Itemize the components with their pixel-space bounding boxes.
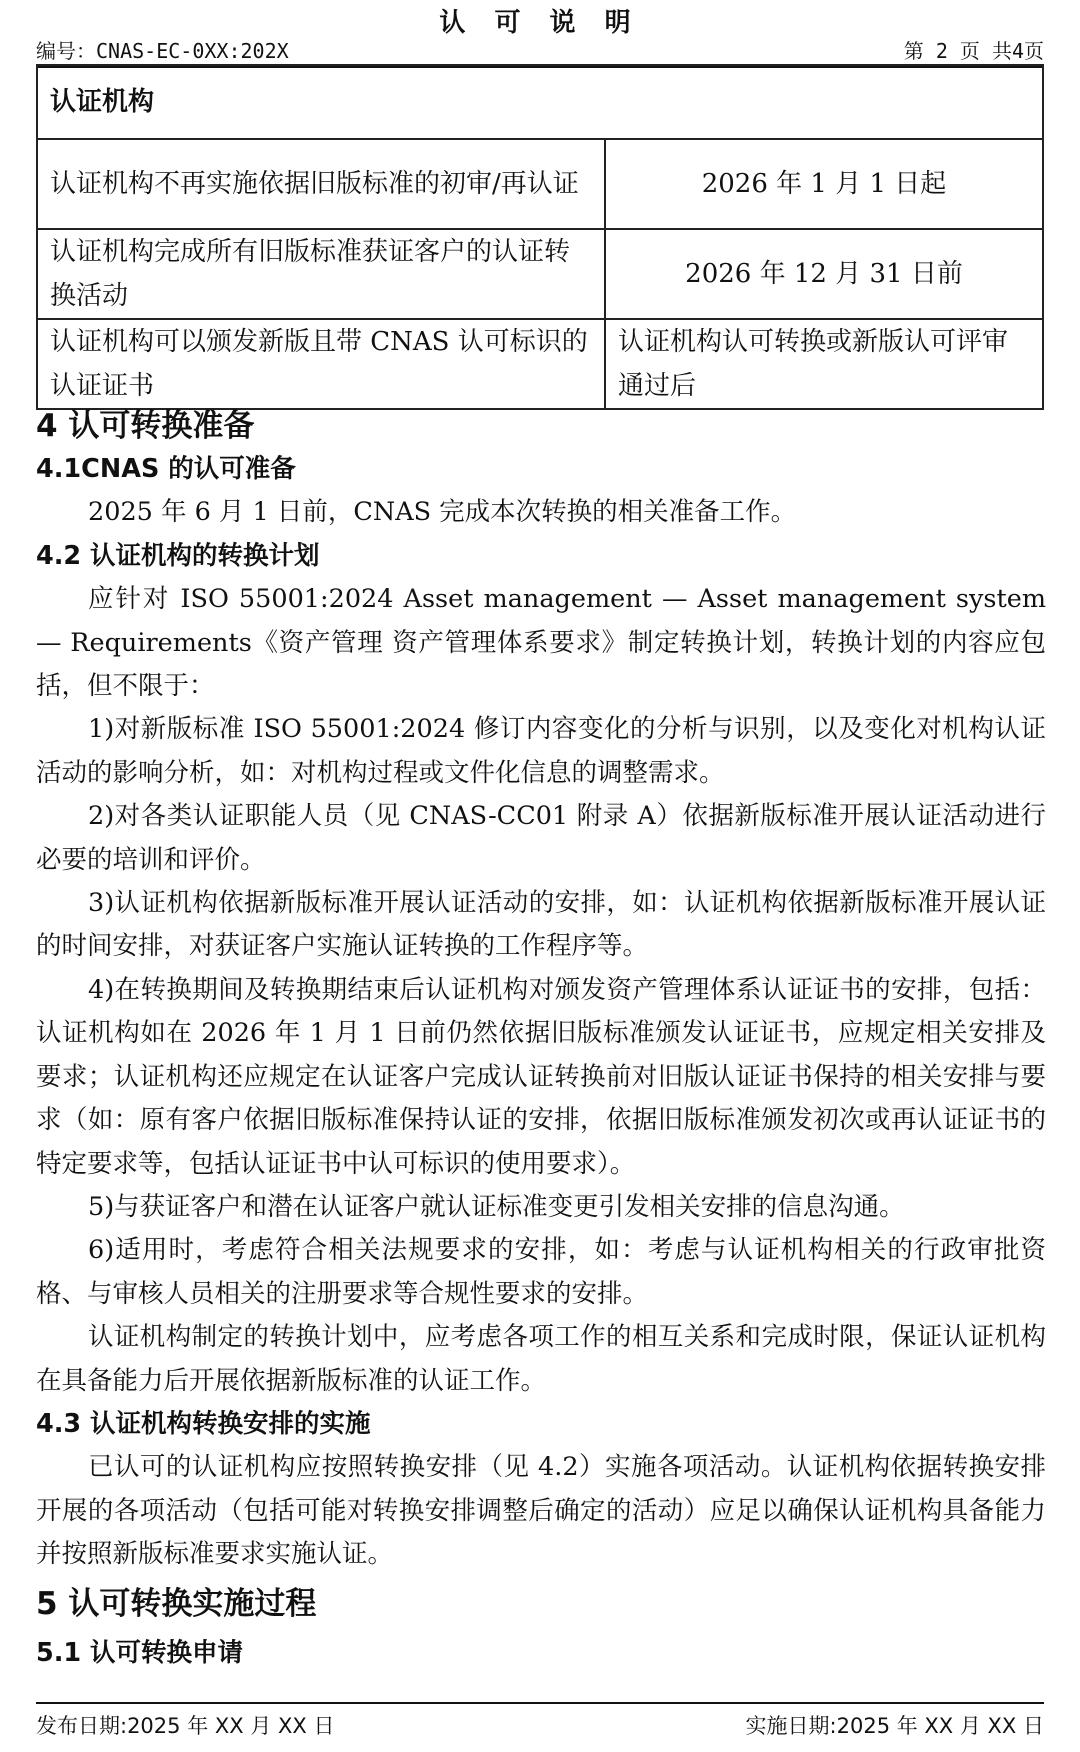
table-row [37, 139, 1043, 229]
list-item: 6)适用时，考虑符合相关法规要求的安排，如：考虑与认证机构相关的行政审批资格、与审核人员相关的注册要求等合规性要求的安排。 [36, 1235, 1046, 1309]
table-cell-time: 认证机构认可转换或新版认可评审通过后 [605, 319, 1043, 409]
table-cell-item: 认证机构可以颁发新版且带 CNAS 认可标识的认证证书 [37, 319, 605, 409]
document-footer [36, 1702, 1044, 1740]
effective-date: 实施日期:2025 年 XX 月 XX 日 [745, 1714, 1044, 1738]
section-5-heading: 5 认可转换实施过程 [36, 1585, 317, 1622]
list-item: 5)与获证客户和潜在认证客户就认证标准变更引发相关安排的信息沟通。 [88, 1191, 905, 1222]
section-4-3-heading: 4.3 认证机构转换安排的实施 [36, 1408, 371, 1439]
document-header-title: 认 可 说 明 [439, 8, 641, 38]
document-body [36, 404, 1046, 1677]
section-5-1-heading: 5.1 认可转换申请 [36, 1637, 244, 1668]
table-cell-item: 认证机构不再实施依据旧版标准的初审/再认证 [37, 139, 605, 229]
list-item: 4)在转换期间及转换期结束后认证机构对颁发资产管理体系认证证书的安排，包括：认证机构如在 2026 年 1 月 1 日前仍然依据旧版标准颁发认证证书，应规定相关安排及要求；认证机构还应规定在认证客户完成认证转换前对旧版认证证书保持的相关安排与要求（如：原有客户依据旧版标准保持认证的安排，依据旧版标准颁发初次或再认证证书的特定要求等，包括认证证书中认可标识的使用要求）。 [36, 974, 1046, 1179]
table-heading-row [37, 65, 1043, 139]
publish-date: 发布日期:2025 年 XX 月 XX 日 [36, 1714, 335, 1738]
page-number: 第 2 页 共4页 [903, 39, 1044, 63]
table-cell-time: 2026 年 1 月 1 日起 [605, 139, 1043, 229]
table-cell-item: 认证机构完成所有旧版标准获证客户的认证转换活动 [37, 229, 605, 319]
table-row [37, 229, 1043, 319]
section-4-2-heading: 4.2 认证机构的转换计划 [36, 540, 320, 571]
list-item: 2)对各类认证职能人员（见 CNAS-CC01 附录 A）依据新版标准开展认证活动进行必要的培训和评价。 [36, 801, 1046, 875]
section-4-1-heading: 4.1CNAS 的认可准备 [36, 454, 296, 484]
section-4-2-intro: 应针对 ISO 55001:2024 Asset management — Asset management system — Requirements《资产管理 资产管理体系要求》制定转换计划，转换计划的内容应包括，但不限于： [36, 584, 1046, 702]
section-4-1-text: 2025 年 6 月 1 日前，CNAS 完成本次转换的相关准备工作。 [88, 497, 797, 528]
certification-timeline-table [36, 64, 1044, 410]
list-item: 3)认证机构依据新版标准开展认证活动的安排，如：认证机构依据新版标准开展认证的时间安排，对获证客户实施认证转换的工作程序等。 [36, 888, 1046, 962]
table-row [37, 319, 1043, 409]
table-heading: 认证机构 [37, 65, 1043, 139]
table-cell-time: 2026 年 12 月 31 日前 [605, 229, 1043, 319]
list-item: 1)对新版标准 ISO 55001:2024 修订内容变化的分析与识别，以及变化对机构认证活动的影响分析，如：对机构过程或文件化信息的调整需求。 [36, 714, 1046, 788]
section-4-heading: 4 认可转换准备 [36, 408, 255, 444]
section-4-2-closing: 认证机构制定的转换计划中，应考虑各项工作的相互关系和完成时限，保证认证机构在具备能力后开展依据新版标准的认证工作。 [36, 1322, 1046, 1396]
section-4-3-text: 已认可的认证机构应按照转换安排（见 4.2）实施各项活动。认证机构依据转换安排开展的各项活动（包括可能对转换安排调整后确定的活动）应足以确保认证机构具备能力并按照新版标准要求实施认证。 [36, 1452, 1046, 1570]
document-number: 编号：CNAS-EC-0XX:202X [36, 39, 289, 63]
